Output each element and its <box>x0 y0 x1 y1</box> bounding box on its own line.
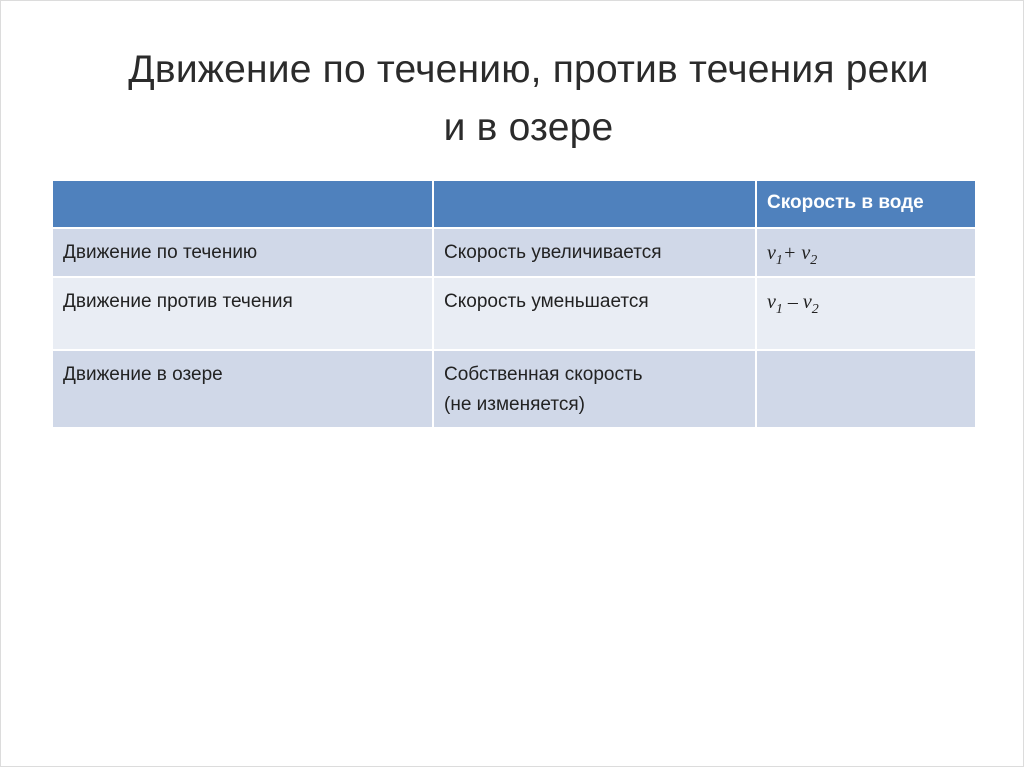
movement-table <box>51 179 977 429</box>
table-row <box>52 277 976 350</box>
table-row <box>52 350 976 428</box>
formula-operator: + <box>782 242 802 264</box>
formula-operator: – <box>782 291 803 313</box>
formula-var-a: v <box>767 242 776 264</box>
slide-title-line-2: и в озере <box>443 106 614 149</box>
formula-cell <box>756 228 976 277</box>
slide-title <box>61 41 996 157</box>
formula-sub-a: 1 <box>775 302 783 317</box>
formula-var-b: v <box>801 242 811 264</box>
effect-line-1: Собственная скорость <box>444 364 643 385</box>
slide-title-line-1: Движение по течению, против течения реки <box>128 48 929 91</box>
movement-table-container <box>51 179 975 429</box>
effect-cell: Скорость увеличивается <box>433 228 756 277</box>
effect-line-2: (не изменяется) <box>444 394 585 415</box>
movement-cell: Движение против течения <box>52 277 433 350</box>
formula-cell-empty <box>756 350 976 428</box>
effect-cell: Скорость уменьшается <box>433 277 756 350</box>
table-row <box>52 228 976 277</box>
formula-var-a: v <box>767 291 776 313</box>
table-header-row <box>52 180 976 228</box>
formula-sum <box>767 242 818 268</box>
formula-sub-b: 2 <box>811 302 819 317</box>
formula-sub-a: 1 <box>775 253 783 268</box>
movement-cell: Движение по течению <box>52 228 433 277</box>
table-header-speed-in-water: Скорость в воде <box>756 180 976 228</box>
effect-cell <box>433 350 756 428</box>
formula-var-b: v <box>802 291 812 313</box>
formula-cell <box>756 277 976 350</box>
table-header-cell-2 <box>433 180 756 228</box>
formula-sub-b: 2 <box>810 253 818 268</box>
formula-difference <box>767 291 819 317</box>
table-header-cell-1 <box>52 180 433 228</box>
movement-cell: Движение в озере <box>52 350 433 428</box>
